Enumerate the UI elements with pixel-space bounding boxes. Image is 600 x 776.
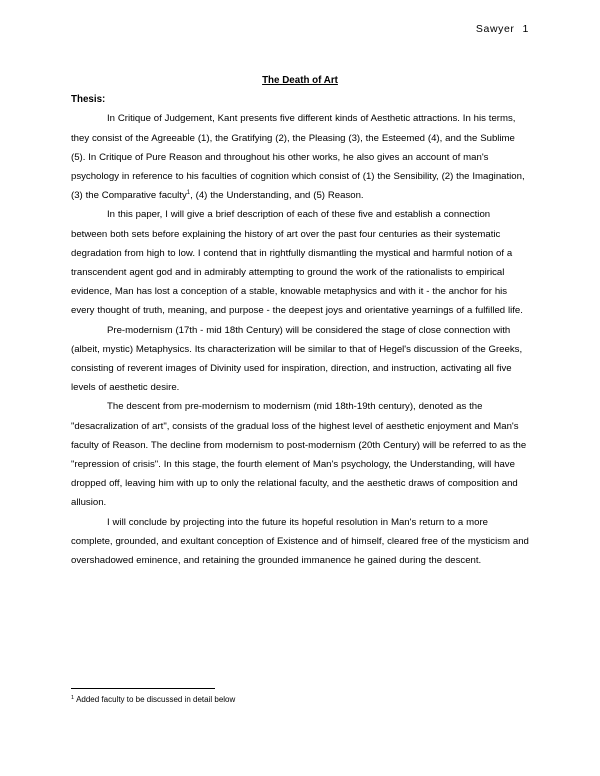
paragraph-5: I will conclude by projecting into the future its hopeful resolution in Man's return to a more complete, grounded, and exultant conception of Existence and of himself, cleared free of the mysticism and overshadowed eminence, and retaining the grounded immanence he gained during the descent.	[71, 516, 529, 567]
footnote-separator	[71, 688, 215, 689]
paragraph-4: The descent from pre-modernism to modernism (mid 18th-19th century), denoted as the "desacralization of art", consists of the gradual loss of the highest level of aesthetic enjoyment and Man's faculty of Reason. The decline from modernism to post-modernism (20th Century) will be referred to as the "repression of crisis". In this stage, the fourth element of Man's psychology, the Understanding, will have dropped off, leaving him with up to only the relational faculty, and the aesthetic draws of composition and allusion.	[71, 401, 527, 509]
document-body	[71, 71, 529, 570]
footnote-text: Added faculty to be discussed in detail below	[76, 695, 236, 704]
thesis-heading: Thesis:	[71, 94, 106, 106]
footnote-reference: 1	[186, 190, 191, 197]
page-header	[476, 23, 529, 35]
header-page-number: 1	[522, 23, 529, 35]
paragraph-1-text-before: In Critique of Judgement, Kant presents five different kinds of Aesthetic attractions. In his terms, they consist of the Agreeable (1), the Gratifying (2), the Pleasing (3), the Esteemed (4), and the Sublime (5). In Critique of Pure Reason and throughout his other works, he also gives an account of man's psychology in reference to his faculties of cognition which consist of (1) the Sensibility, (2) the Imagination, (3) the Comparative faculty	[71, 113, 525, 202]
paragraph-1	[71, 109, 529, 205]
paragraph-3: Pre-modernism (17th - mid 18th Century) will be considered the stage of close connection with (albeit, mystic) Metaphysics. Its characterization will be similar to that of Hegel's discussion of the Greeks, consisting of reverent images of Divinity used for inspiration, direction, and instruction, activating all five levels of aesthetic desire.	[71, 324, 523, 394]
paragraph-1-text-after: , (4) the Understanding, and (5) Reason.	[190, 190, 364, 202]
document-title: The Death of Art	[262, 75, 338, 86]
footnote	[71, 695, 235, 705]
paragraph-2: In this paper, I will give a brief description of each of these five and establish a connection between both sets before explaining the history of art over the past four centuries as their systematic degradation from high to low. I contend that in rightfully dismantling the mystical and harmful notion of a transcendent agent god and in admirably attempting to ground the work of the rationalists to empirical evidence, Man has lost a conception of a stable, knowable metaphysics and with it - the anchor for his every thought of truth, meaning, and purpose - the deepest joys and orientative yearnings of a fulfilled life.	[71, 209, 523, 317]
footnote-marker: 1	[71, 695, 75, 701]
header-author: Sawyer	[475, 23, 515, 35]
